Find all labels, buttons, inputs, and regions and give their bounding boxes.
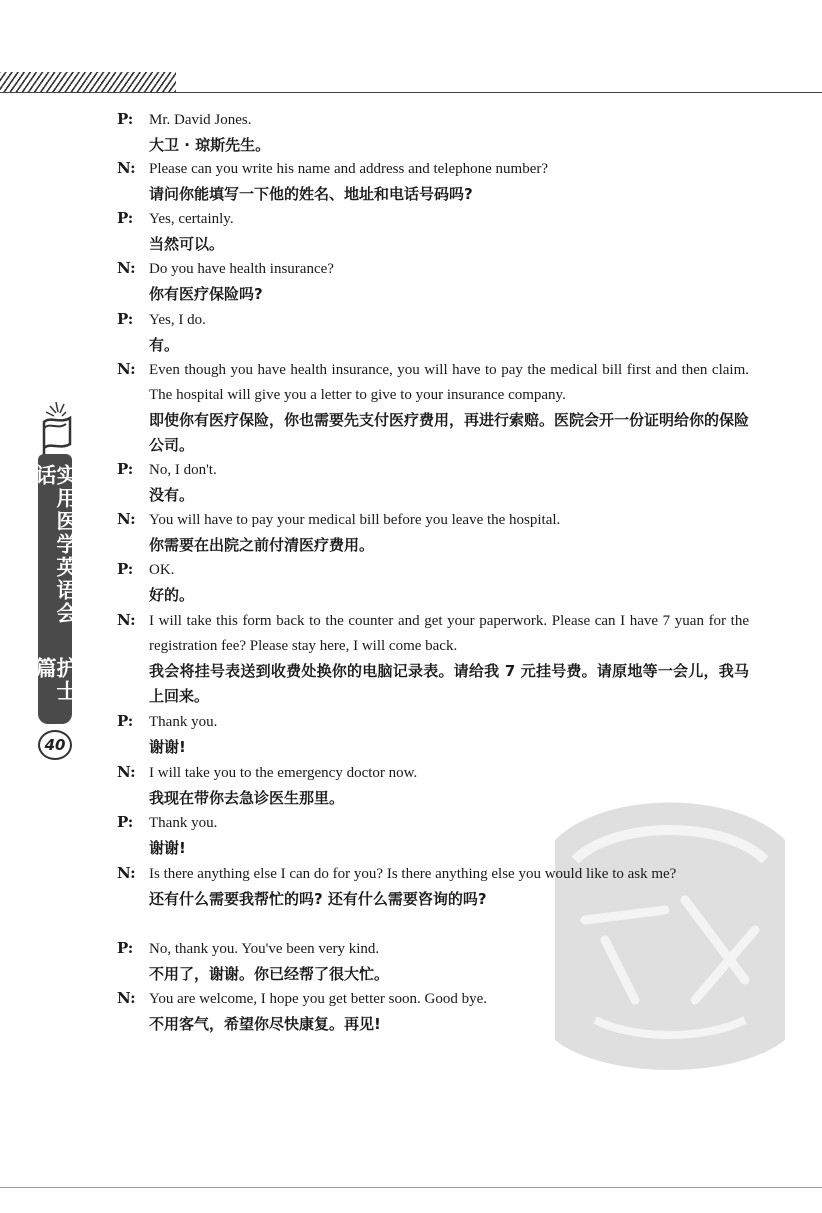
english-text: No, thank you. You've been very kind. (149, 941, 380, 957)
speaker-label: P: (117, 110, 134, 128)
book-subtitle: 护士篇 (33, 656, 78, 703)
chinese-translation: 我会将挂号表送到收费处换你的电脑记录表。请给我 7 元挂号费。请原地等一会儿，我马上回来。 (149, 662, 749, 705)
header-rule (0, 92, 822, 93)
speaker-label: P: (117, 460, 134, 478)
english-text: Yes, certainly. (149, 211, 234, 227)
dialogue-line (117, 761, 757, 811)
speaker-label: N: (117, 159, 136, 177)
chinese-translation: 大卫 · 琼斯先生。 (149, 136, 271, 154)
dialogue-line (117, 609, 757, 710)
dialogue-line (117, 987, 757, 1037)
english-text: Please can you write his name and address and telephone number? (149, 161, 549, 177)
speaker-label: N: (117, 989, 136, 1007)
chinese-translation: 谢谢! (149, 839, 186, 857)
english-text: Is there anything else I can do for you? Is there anything else you would like to ask me? (149, 866, 677, 882)
speaker-label: P: (117, 939, 134, 957)
dialogue-line (117, 108, 757, 157)
dialogue-line (117, 358, 757, 458)
dialogue-line (117, 710, 757, 761)
speaker-label: P: (117, 813, 134, 831)
chinese-translation: 即使你有医疗保险，你也需要先支付医疗费用，再进行索赔。医院会开一份证明给你的保险公司。 (149, 411, 750, 454)
speaker-label: N: (117, 259, 136, 277)
dialogue-line (117, 157, 757, 207)
chinese-translation: 不用客气，希望你尽快康复。再见! (149, 1015, 381, 1033)
dialogue-line (117, 937, 757, 987)
english-text: Even though you have health insurance, you will have to pay the medical bill first and then claim. The hospital will give you a letter to give to your insurance company. (149, 362, 749, 403)
dialogue-line (117, 508, 757, 558)
header-hatch-decoration (0, 72, 176, 92)
chinese-translation: 不用了，谢谢。你已经帮了很大忙。 (149, 965, 390, 983)
flag-icon (36, 398, 80, 458)
chinese-translation: 有。 (149, 336, 180, 354)
footer-rule (0, 1187, 822, 1188)
english-text: You are welcome, I hope you get better soon. Good bye. (149, 991, 487, 1007)
speaker-label: N: (117, 611, 136, 629)
speaker-label: N: (117, 763, 136, 781)
chinese-translation: 好的。 (149, 586, 195, 604)
english-text: Mr. David Jones. (149, 112, 252, 128)
chinese-translation: 谢谢! (149, 738, 186, 756)
page-number: 40 (38, 730, 72, 760)
chinese-translation: 还有什么需要我帮忙的吗? 还有什么需要咨询的吗? (149, 890, 487, 908)
dialogue-line (117, 257, 757, 308)
english-text: Thank you. (149, 714, 218, 730)
side-tab-bar (33, 454, 78, 724)
chinese-translation: 你有医疗保险吗? (149, 285, 263, 303)
english-text: I will take this form back to the counter and get your paperwork. Please can I have 7 yuan for the registration fee? Please stay here, I will come back. (149, 613, 749, 654)
chinese-translation: 当然可以。 (149, 235, 225, 253)
dialogue-line (117, 207, 757, 257)
speaker-label: N: (117, 510, 136, 528)
speaker-label: N: (117, 360, 136, 378)
chinese-translation: 请问你能填写一下他的姓名、地址和电话号码吗? (149, 185, 473, 203)
english-text: You will have to pay your medical bill before you leave the hospital. (149, 512, 561, 528)
book-title: 实用医学英语会话 (33, 464, 78, 625)
english-text: Yes, I do. (149, 312, 206, 328)
dialogue-line (117, 811, 757, 862)
speaker-label: P: (117, 560, 134, 578)
chinese-translation: 我现在带你去急诊医生那里。 (149, 789, 345, 807)
chinese-translation: 没有。 (149, 486, 195, 504)
english-text: No, I don't. (149, 462, 217, 478)
dialogue-line (117, 308, 757, 358)
english-text: Do you have health insurance? (149, 261, 334, 277)
dialogue-line (117, 862, 757, 937)
english-text: I will take you to the emergency doctor now. (149, 765, 418, 781)
chinese-translation: 你需要在出院之前付清医疗费用。 (149, 536, 375, 554)
dialogue-line (117, 458, 757, 508)
speaker-label: P: (117, 310, 134, 328)
english-text: Thank you. (149, 815, 218, 831)
dialogue-line (117, 558, 757, 609)
dialogue (117, 108, 757, 1037)
side-tab (33, 398, 80, 778)
speaker-label: P: (117, 712, 134, 730)
speaker-label: N: (117, 864, 136, 882)
english-text: OK. (149, 562, 175, 578)
speaker-label: P: (117, 209, 134, 227)
